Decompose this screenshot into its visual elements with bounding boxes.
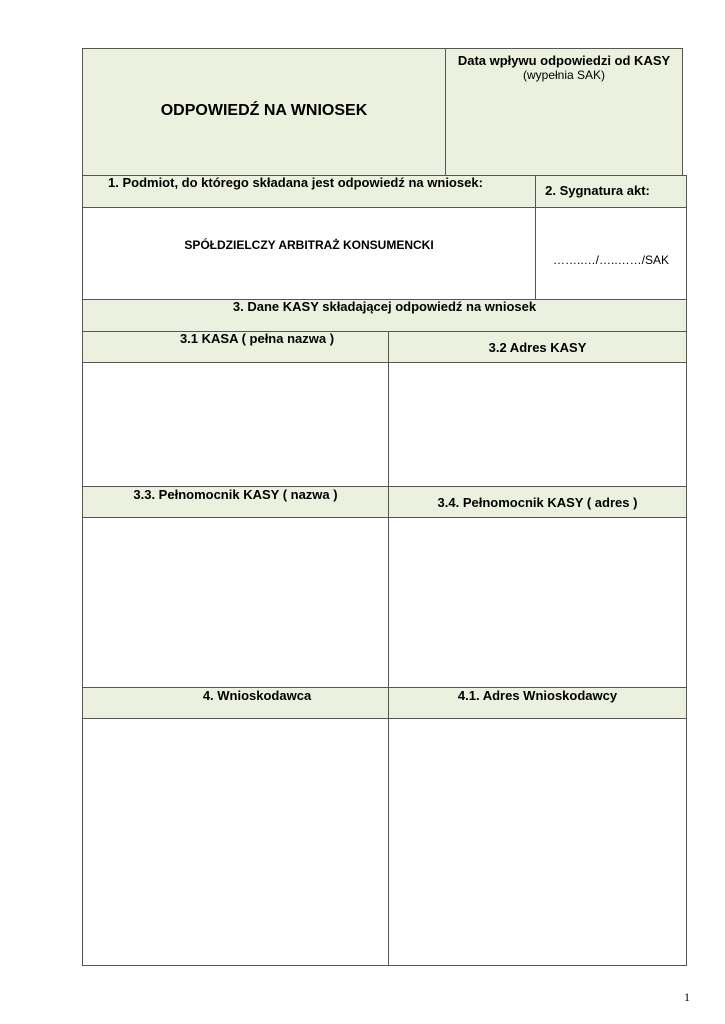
case-number-value: ……..…/…..……/SAK [552,253,669,267]
recipient-value: SPÓŁDZIELCZY ARBITRAŻ KONSUMENCKI [184,238,434,252]
receipt-date-sublabel: (wypełnia SAK) [522,68,606,82]
applicant-label: 4. Wnioskodawca [202,688,312,703]
recipient-field[interactable] [82,207,536,300]
kasa-address-label: 3.2 Adres KASY [488,340,587,355]
kasa-name-label: 3.1 KASA ( pełna nazwa ) [179,331,335,346]
applicant-address-field[interactable] [388,718,687,966]
kasa-address-field[interactable] [388,362,687,487]
applicant-field[interactable] [82,718,389,966]
proxy-name-label: 3.3. Pełnomocnik KASY ( nazwa ) [133,487,338,502]
receipt-date-field[interactable] [445,88,683,176]
section2-label: 2. Sygnatura akt: [545,183,650,198]
section1-label: 1. Podmiot, do którego składana jest odpowiedź na wniosek: [108,175,483,190]
page-title: ODPOWIEDŹ NA WNIOSEK [160,102,368,119]
section3-label: 3. Dane KASY składającej odpowiedź na wniosek [232,299,537,314]
receipt-date-label: Data wpływu odpowiedzi od KASY [457,53,671,68]
proxy-name-field[interactable] [82,517,389,688]
page-number: 1 [684,990,690,1004]
kasa-name-field[interactable] [82,362,389,487]
proxy-address-field[interactable] [388,517,687,688]
applicant-address-label: 4.1. Adres Wnioskodawcy [457,688,618,703]
proxy-address-label: 3.4. Pełnomocnik KASY ( adres ) [437,495,638,510]
